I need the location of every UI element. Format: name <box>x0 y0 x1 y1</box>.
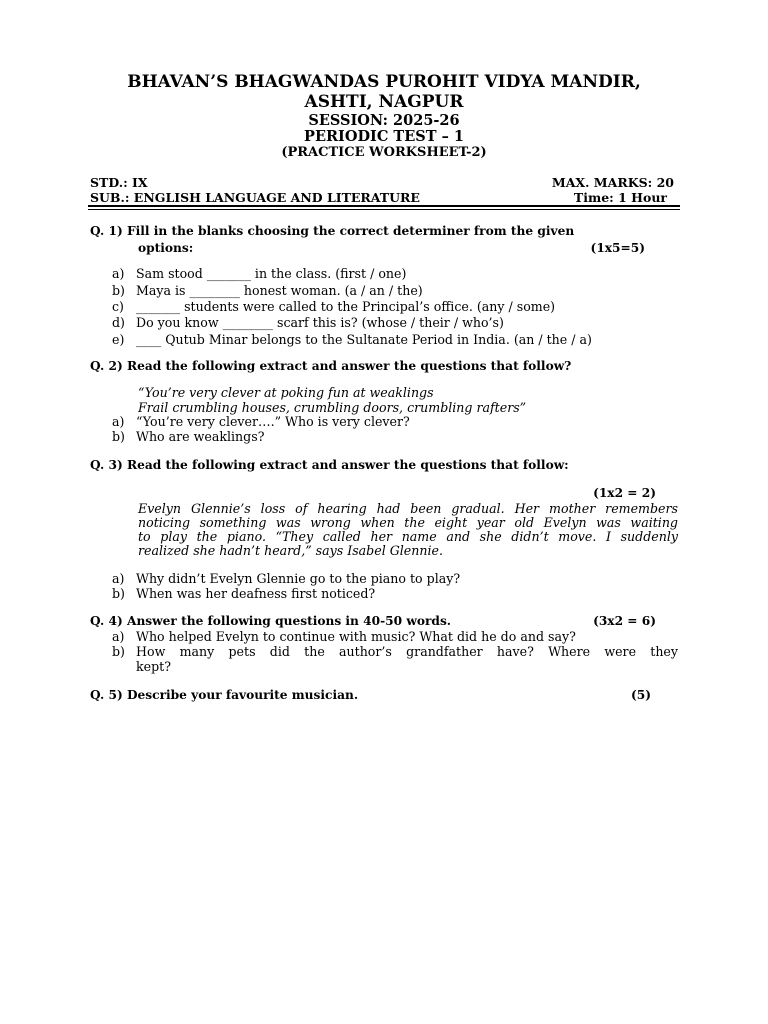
q2-item-a <box>112 414 410 429</box>
item-label: b) <box>112 644 125 659</box>
item-label: d) <box>112 315 125 330</box>
q4-instruction: Q. 4) Answer the following questions in 40-50 words. <box>90 614 452 628</box>
header-divider-thick <box>88 205 680 207</box>
time-label: Time: 1 Hour <box>573 190 667 205</box>
q2-extract-line2: Frail crumbling houses, crumbling doors, crumbling rafters” <box>138 400 527 415</box>
item-label: b) <box>112 429 125 444</box>
item-text: Who helped Evelyn to continue with music? What did he do and say? <box>136 629 576 644</box>
q3-passage-line2: noticing something was wrong when the eight year old Evelyn was waiting <box>138 515 678 530</box>
item-text: _______ students were called to the Principal’s office. (any / some) <box>136 299 556 314</box>
q3-passage-line3: to play the piano. “They called her name and she didn’t move. I suddenly <box>138 529 678 544</box>
item-label: a) <box>112 266 125 281</box>
q1-item-d <box>112 315 504 330</box>
header-divider-thin <box>88 209 680 210</box>
q4-item-b-text-line1: How many pets did the author’s grandfather have? Where were they <box>136 644 678 659</box>
q1-instruction-line2: options: <box>138 241 194 255</box>
q1-item-c <box>112 299 555 314</box>
school-name-line1: BHAVAN’S BHAGWANDAS PUROHIT VIDYA MANDIR, <box>127 72 641 92</box>
q1-item-b <box>112 283 423 298</box>
standard-label: STD.: IX <box>90 175 148 190</box>
q2-item-b <box>112 429 264 444</box>
session-title: SESSION: 2025-26 <box>308 112 460 129</box>
item-text: Sam stood _______ in the class. (first / one) <box>136 266 407 281</box>
item-label: b) <box>112 586 125 601</box>
q3-item-a <box>112 571 460 586</box>
item-label: c) <box>112 299 124 314</box>
item-text: Why didn’t Evelyn Glennie go to the piano to play? <box>136 571 461 586</box>
q3-passage-line4: realized she hadn’t heard,” says Isabel Glennie. <box>138 543 443 558</box>
item-label: e) <box>112 332 125 347</box>
item-label: a) <box>112 629 125 644</box>
item-text: Do you know ________ scarf this is? (whose / their / who’s) <box>136 315 504 330</box>
q1-instruction-line1: Q. 1) Fill in the blanks choosing the correct determiner from the given <box>90 224 575 238</box>
worksheet-title: (PRACTICE WORKSHEET-2) <box>281 145 487 160</box>
q3-marks: (1x2 = 2) <box>593 486 656 500</box>
q5-instruction: Q. 5) Describe your favourite musician. <box>90 688 359 702</box>
q1-item-a <box>112 266 406 281</box>
q1-item-e <box>112 332 592 347</box>
q4-item-a <box>112 629 576 644</box>
subject-label: SUB.: ENGLISH LANGUAGE AND LITERATURE <box>90 190 420 205</box>
max-marks-label: MAX. MARKS: 20 <box>551 175 674 190</box>
test-title: PERIODIC TEST – 1 <box>304 128 464 145</box>
q1-marks: (1x5=5) <box>590 241 645 255</box>
item-text: When was her deafness first noticed? <box>136 586 376 601</box>
q2-instruction: Q. 2) Read the following extract and answer the questions that follow? <box>90 359 572 373</box>
q4-item-b-text-line2: kept? <box>136 659 171 674</box>
q4-marks: (3x2 = 6) <box>593 614 656 628</box>
item-text: Who are weaklings? <box>136 429 265 444</box>
q5-marks: (5) <box>630 688 651 702</box>
item-label: a) <box>112 414 125 429</box>
q2-extract-line1: “You’re very clever at poking fun at weaklings <box>138 385 434 400</box>
q3-instruction: Q. 3) Read the following extract and answer the questions that follow: <box>90 458 569 472</box>
item-text: “You’re very clever….” Who is very clever? <box>136 414 410 429</box>
q3-item-b <box>112 586 375 601</box>
item-label: b) <box>112 283 125 298</box>
q4-item-b <box>112 644 136 659</box>
item-label: a) <box>112 571 125 586</box>
item-text: Maya is ________ honest woman. (a / an / the) <box>136 283 423 298</box>
school-name-line2: ASHTI, NAGPUR <box>304 92 464 112</box>
q3-passage-line1: Evelyn Glennie’s loss of hearing had been gradual. Her mother remembers <box>138 501 678 516</box>
item-text: ____ Qutub Minar belongs to the Sultanate Period in India. (an / the / a) <box>136 332 592 347</box>
